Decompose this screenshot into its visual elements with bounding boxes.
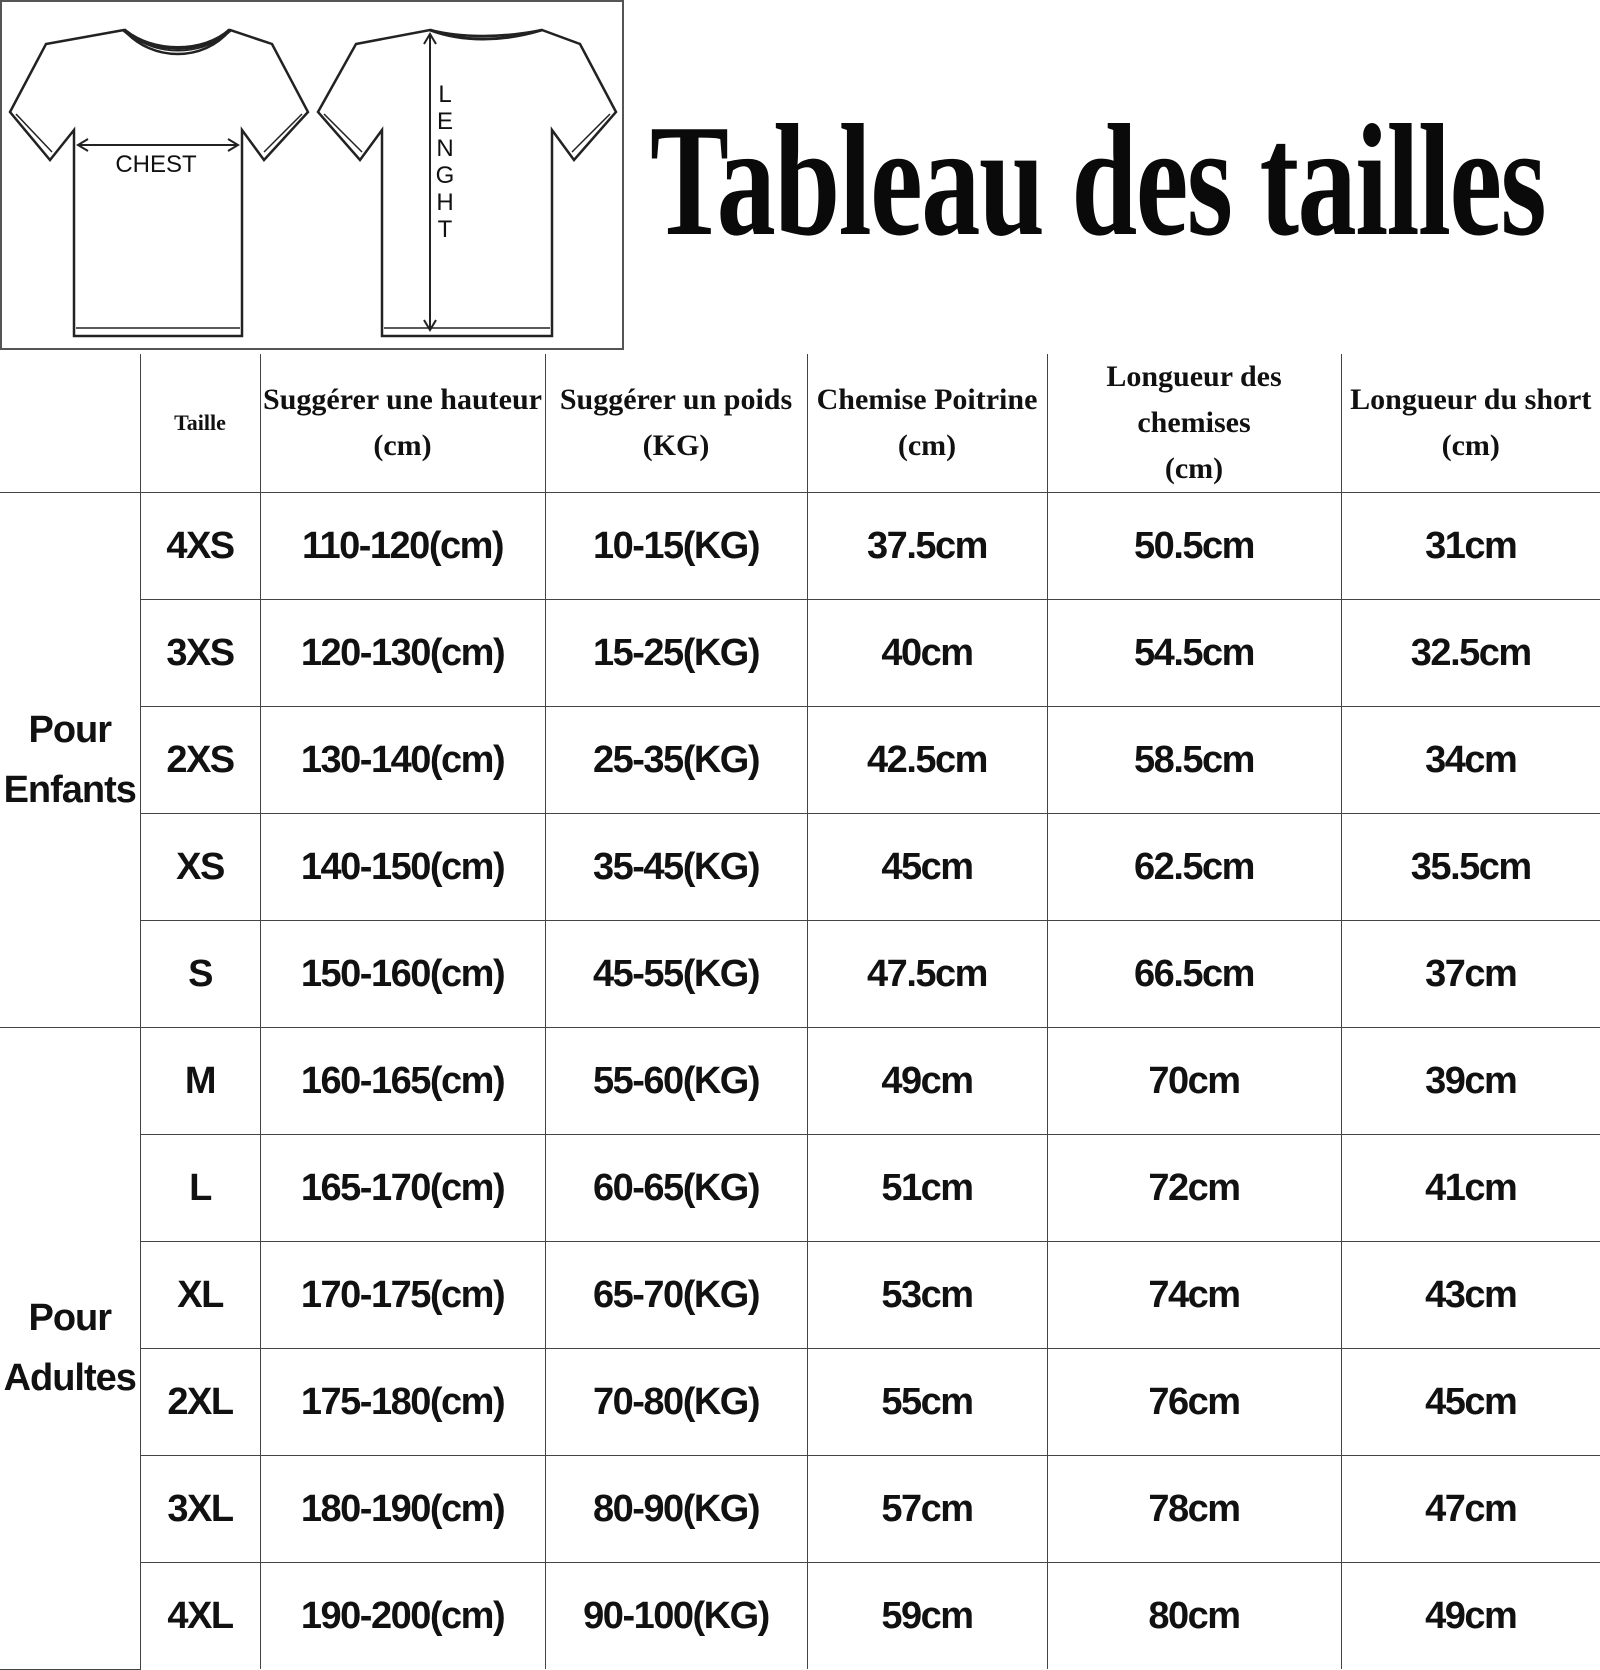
height-cell: 190-200(cm) bbox=[260, 1563, 545, 1670]
short-length-cell: 37cm bbox=[1341, 921, 1600, 1028]
header-short-length: Longueur du short (cm) bbox=[1341, 354, 1600, 493]
weight-cell: 60-65(KG) bbox=[545, 1135, 807, 1242]
table-row bbox=[0, 493, 1600, 600]
height-cell: 165-170(cm) bbox=[260, 1135, 545, 1242]
short-length-cell: 41cm bbox=[1341, 1135, 1600, 1242]
height-cell: 180-190(cm) bbox=[260, 1456, 545, 1563]
group-label: Pour Adultes bbox=[0, 1028, 140, 1670]
chest-cell: 57cm bbox=[807, 1456, 1047, 1563]
height-cell: 150-160(cm) bbox=[260, 921, 545, 1028]
weight-cell: 45-55(KG) bbox=[545, 921, 807, 1028]
chest-cell: 51cm bbox=[807, 1135, 1047, 1242]
shirt-length-cell: 54.5cm bbox=[1047, 600, 1341, 707]
size-cell: XL bbox=[140, 1242, 260, 1349]
svg-text:E: E bbox=[436, 108, 454, 135]
header-corner bbox=[0, 354, 140, 493]
shirt-length-cell: 76cm bbox=[1047, 1349, 1341, 1456]
table-row bbox=[0, 1242, 1600, 1349]
short-length-cell: 31cm bbox=[1341, 493, 1600, 600]
header-taille: Taille bbox=[140, 354, 260, 493]
table-row bbox=[0, 1135, 1600, 1242]
table-row bbox=[0, 814, 1600, 921]
table-row bbox=[0, 600, 1600, 707]
table-row bbox=[0, 1349, 1600, 1456]
shirt-length-cell: 66.5cm bbox=[1047, 921, 1341, 1028]
height-cell: 170-175(cm) bbox=[260, 1242, 545, 1349]
header-row bbox=[0, 354, 1600, 493]
height-cell: 160-165(cm) bbox=[260, 1028, 545, 1135]
height-cell: 120-130(cm) bbox=[260, 600, 545, 707]
shirt-length-cell: 70cm bbox=[1047, 1028, 1341, 1135]
shirt-length-cell: 80cm bbox=[1047, 1563, 1341, 1670]
header-weight: Suggérer un poids (KG) bbox=[545, 354, 807, 493]
chest-cell: 59cm bbox=[807, 1563, 1047, 1670]
tshirt-measurement-diagram bbox=[0, 0, 624, 350]
height-cell: 140-150(cm) bbox=[260, 814, 545, 921]
header-chest: Chemise Poitrine (cm) bbox=[807, 354, 1047, 493]
table-row bbox=[0, 921, 1600, 1028]
weight-cell: 80-90(KG) bbox=[545, 1456, 807, 1563]
page-title: Tableau des tailles bbox=[650, 91, 1546, 269]
size-chart-table bbox=[0, 354, 1600, 1670]
shirt-length-cell: 72cm bbox=[1047, 1135, 1341, 1242]
shirt-length-cell: 74cm bbox=[1047, 1242, 1341, 1349]
size-cell: L bbox=[140, 1135, 260, 1242]
group-label: Pour Enfants bbox=[0, 493, 140, 1028]
shirt-length-cell: 78cm bbox=[1047, 1456, 1341, 1563]
svg-text:L: L bbox=[438, 81, 452, 108]
size-cell: M bbox=[140, 1028, 260, 1135]
height-cell: 130-140(cm) bbox=[260, 707, 545, 814]
short-length-cell: 35.5cm bbox=[1341, 814, 1600, 921]
chest-cell: 45cm bbox=[807, 814, 1047, 921]
weight-cell: 70-80(KG) bbox=[545, 1349, 807, 1456]
svg-text:T: T bbox=[437, 216, 453, 243]
tshirt-front-drawing bbox=[10, 30, 308, 336]
table-row bbox=[0, 1563, 1600, 1670]
size-cell: 2XS bbox=[140, 707, 260, 814]
chest-cell: 53cm bbox=[807, 1242, 1047, 1349]
tshirt-back-drawing bbox=[318, 30, 616, 336]
short-length-cell: 32.5cm bbox=[1341, 600, 1600, 707]
chest-cell: 55cm bbox=[807, 1349, 1047, 1456]
svg-text:G: G bbox=[435, 162, 455, 189]
table-row bbox=[0, 1028, 1600, 1135]
size-cell: 3XS bbox=[140, 600, 260, 707]
short-length-cell: 34cm bbox=[1341, 707, 1600, 814]
shirt-length-cell: 62.5cm bbox=[1047, 814, 1341, 921]
header-height: Suggérer une hauteur (cm) bbox=[260, 354, 545, 493]
weight-cell: 25-35(KG) bbox=[545, 707, 807, 814]
chest-cell: 47.5cm bbox=[807, 921, 1047, 1028]
size-cell: S bbox=[140, 921, 260, 1028]
weight-cell: 35-45(KG) bbox=[545, 814, 807, 921]
short-length-cell: 43cm bbox=[1341, 1242, 1600, 1349]
chest-cell: 42.5cm bbox=[807, 707, 1047, 814]
short-length-cell: 45cm bbox=[1341, 1349, 1600, 1456]
header-shirt-length: Longueur des chemises (cm) bbox=[1047, 354, 1341, 493]
chest-cell: 49cm bbox=[807, 1028, 1047, 1135]
weight-cell: 65-70(KG) bbox=[545, 1242, 807, 1349]
length-label bbox=[436, 81, 455, 243]
weight-cell: 55-60(KG) bbox=[545, 1028, 807, 1135]
chest-cell: 40cm bbox=[807, 600, 1047, 707]
weight-cell: 10-15(KG) bbox=[545, 493, 807, 600]
table-row bbox=[0, 707, 1600, 814]
size-cell: XS bbox=[140, 814, 260, 921]
shirt-length-cell: 50.5cm bbox=[1047, 493, 1341, 600]
size-cell: 4XL bbox=[140, 1563, 260, 1670]
weight-cell: 15-25(KG) bbox=[545, 600, 807, 707]
size-cell: 2XL bbox=[140, 1349, 260, 1456]
svg-text:H: H bbox=[436, 189, 454, 216]
size-cell: 4XS bbox=[140, 493, 260, 600]
svg-text:N: N bbox=[436, 135, 454, 162]
height-cell: 175-180(cm) bbox=[260, 1349, 545, 1456]
chest-label: CHEST bbox=[115, 151, 197, 178]
height-cell: 110-120(cm) bbox=[260, 493, 545, 600]
shirt-length-cell: 58.5cm bbox=[1047, 707, 1341, 814]
short-length-cell: 49cm bbox=[1341, 1563, 1600, 1670]
size-cell: 3XL bbox=[140, 1456, 260, 1563]
short-length-cell: 39cm bbox=[1341, 1028, 1600, 1135]
table-row bbox=[0, 1456, 1600, 1563]
chest-cell: 37.5cm bbox=[807, 493, 1047, 600]
weight-cell: 90-100(KG) bbox=[545, 1563, 807, 1670]
short-length-cell: 47cm bbox=[1341, 1456, 1600, 1563]
